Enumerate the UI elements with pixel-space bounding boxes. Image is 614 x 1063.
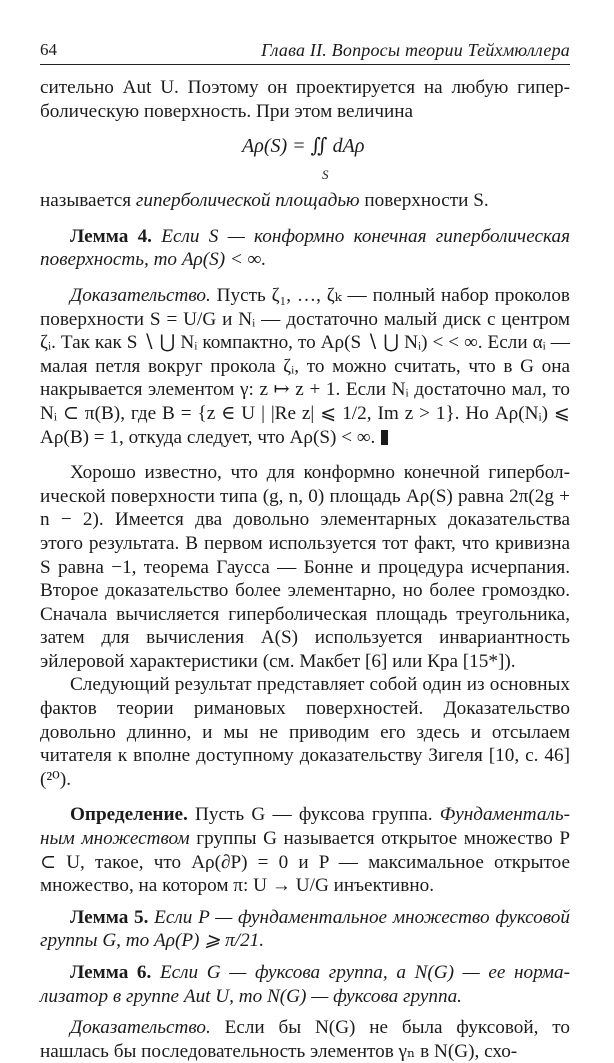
definition-fundamental-set — [40, 803, 570, 897]
proof-lemma-6 — [40, 1016, 570, 1063]
lemma-statement: Если G — фуксова группа, а N(G) — ее нормализатор в группе Aut U, то N(G) — фуксова группа. — [40, 962, 570, 1007]
formula-subscript: S — [322, 167, 329, 183]
lemma-6 — [40, 961, 570, 1008]
text-run: группы G называется открытое множество P ⊂ U, такое, что Aρ(∂P) = 0 и P — максимальное открытое множество, на котором π: U → U/G инъективно. — [40, 828, 570, 897]
lemma-label: Лемма 5. — [70, 906, 149, 928]
text-run: поверхности S. — [359, 190, 489, 212]
text-run: называется — [40, 190, 136, 212]
lemma-statement: Если S — конформно конечная гиперболическая поверхность, то Aρ(S) < ∞. — [40, 225, 570, 271]
formula-expression: Aρ(S) = ∬ dAρ — [242, 135, 365, 158]
running-title: Глава II. Вопросы теории Тейхмюллера — [261, 40, 570, 60]
definition-label: Определение. — [70, 804, 188, 826]
proof-lemma-4 — [40, 284, 570, 449]
proof-text: Если бы N(G) не была фуксовой, то нашлась бы последовательность элементов γₙ в N(G), схо- — [40, 1017, 570, 1062]
proof-label: Доказательство. — [70, 284, 211, 306]
page-number: 64 — [40, 40, 57, 59]
qed-mark — [381, 430, 388, 445]
paragraph-continuation: сительно Aut U. Поэтому он проектируется на любую гиперболическую поверхность. При этом величина — [40, 77, 570, 122]
proof-label: Доказательство. — [70, 1017, 211, 1039]
page-header — [40, 38, 570, 62]
paragraph-siegel: Следующий результат представляет собой один из основных фактов теории римановых поверхностей. Доказательство довольно длинно, и мы не приводим его здесь и отсылаем читателя к вполне доступному доказательству Зигеля [10, с. 46] (²⁰). — [40, 674, 570, 790]
lemma-4 — [40, 225, 570, 272]
text-run: Пусть G — фуксова группа. — [187, 804, 440, 826]
lemma-label: Лемма 4. — [70, 225, 152, 247]
defined-term: гиперболической площадью — [135, 190, 360, 212]
header-rule — [40, 64, 570, 65]
page-body — [40, 76, 570, 1063]
paragraph-area-theorem: Хорошо известно, что для конформно конечной гиперболической поверхности типа (g, n, 0) площадь Aρ(S) равна 2π(2g + n − 2). Имеется два довольно элементарных доказательства этого результата. В первом используется тот факт, что кривизна S равна −1, теорема Гаусса — Бонне и процедура исчерпания. Второе доказательство более элементарно, но более громоздко. Сначала вычисляется гиперболическая площадь треугольника, затем для вычисления A(S) используется инвариантность эйлеровой характеристики (см. Макбет [6] или Кра [15*]). — [40, 462, 570, 672]
lemma-statement: Если P — фундаментальное множество фуксовой группы G, то Aρ(P) ⩾ π/21. — [40, 906, 570, 952]
area-formula — [40, 123, 570, 189]
lemma-5 — [40, 906, 570, 953]
definition-sentence — [40, 189, 570, 213]
defined-term: Фундаментальным множеством — [40, 804, 570, 850]
lemma-label: Лемма 6. — [70, 962, 152, 983]
proof-text: Пусть ζ₁, …, ζₖ — полный набор проколов поверхности S = U/G и Nᵢ — достаточно малый диск с центром ζᵢ. Так как S ∖ ⋃ Nᵢ компактно, то Aρ(S ∖ ⋃ Nᵢ) < < ∞. Если αᵢ — малая петля вокруг прокола ζᵢ, то можно считать, что в G она накрывается элементом γ: z ↦ z + 1. Если Nᵢ достаточно мал, то Nᵢ ⊂ π(B), где B = {z ∈ U | |Re z| ⩽ 1/2, Im z > 1}. Но Aρ(Nᵢ) ⩽ Aρ(B) = 1, откуда следует, что Aρ(S) < ∞. — [40, 284, 570, 448]
